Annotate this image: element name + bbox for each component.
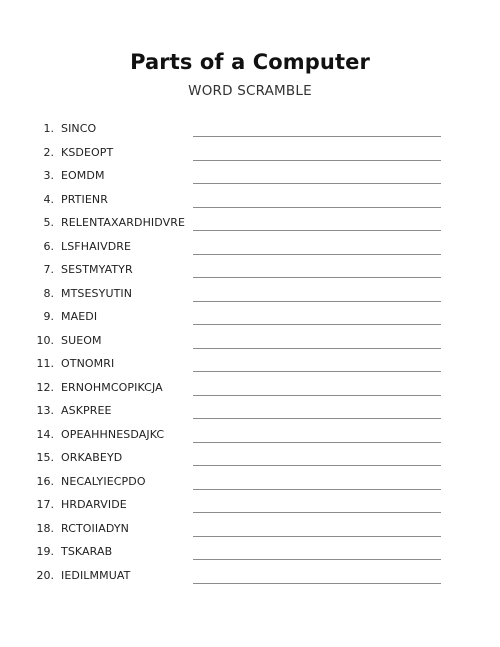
item-number: 14. [36,427,54,441]
scrambled-word: HRDARVIDE [61,498,127,511]
scrambled-word: ASKPREE [61,404,112,417]
item-number: 9. [43,310,54,323]
scrambled-word: EOMDM [61,169,105,182]
item-number: 17. [36,498,54,511]
scrambled-word: TSKARAB [61,545,113,558]
list-item [0,400,500,424]
list-item [0,541,500,565]
item-number: 4. [43,192,54,206]
item-number: 19. [36,545,54,558]
list-item [0,118,500,142]
scrambled-word: MAEDI [61,310,98,323]
item-number: 1. [43,122,54,135]
item-number: 10. [36,333,54,347]
list-item [0,518,500,542]
list-item [0,353,500,377]
item-number: 18. [36,521,54,535]
list-item [0,142,500,166]
page-title: Parts of a Computer [130,50,370,74]
list-item [0,494,500,518]
answer-line[interactable] [193,465,441,466]
scrambled-word: ORKABEYD [61,451,123,464]
scrambled-word: LSFHAIVDRE [61,239,132,253]
scrambled-word: SUEOM [61,333,102,347]
list-item [0,236,500,260]
scrambled-word-list [0,118,500,588]
scrambled-word: IEDILMMUAT [61,568,131,582]
item-number: 20. [36,568,54,582]
scrambled-word: PRTIENR [61,192,108,206]
list-item [0,212,500,236]
item-number: 13. [36,404,54,417]
list-item [0,424,500,448]
answer-line[interactable] [193,160,441,161]
answer-line[interactable] [193,277,441,278]
item-number: 8. [43,286,54,300]
item-number: 11. [36,357,54,370]
answer-line[interactable] [193,207,441,208]
list-item [0,283,500,307]
scrambled-word: RELENTAXARDHIDVRE [61,216,186,229]
answer-line[interactable] [193,230,441,231]
answer-line[interactable] [193,512,441,513]
scrambled-word: RCTOIIADYN [61,521,129,535]
answer-line[interactable] [193,136,441,137]
item-number: 6. [43,239,54,253]
list-item [0,259,500,283]
answer-line[interactable] [193,395,441,396]
answer-line[interactable] [193,559,441,560]
answer-line[interactable] [193,301,441,302]
scrambled-word: SESTMYATYR [61,263,133,276]
list-item [0,565,500,589]
answer-line[interactable] [193,348,441,349]
list-item [0,306,500,330]
list-item [0,377,500,401]
answer-line[interactable] [193,371,441,372]
answer-line[interactable] [193,324,441,325]
item-number: 3. [43,169,54,182]
scrambled-word: SINCO [61,122,97,135]
item-number: 7. [43,263,54,276]
scrambled-word: OPEAHHNESDAJKC [61,427,165,441]
list-item [0,165,500,189]
list-item [0,471,500,495]
scrambled-word: KSDEOPT [61,145,114,159]
scrambled-word: MTSESYUTIN [61,286,133,300]
answer-line[interactable] [193,442,441,443]
item-number: 12. [36,380,54,394]
answer-line[interactable] [193,418,441,419]
list-item [0,189,500,213]
page-subtitle: WORD SCRAMBLE [188,83,312,99]
answer-line[interactable] [193,489,441,490]
answer-line[interactable] [193,536,441,537]
item-number: 2. [43,145,54,159]
answer-line[interactable] [193,254,441,255]
scrambled-word: ERNOHMCOPIKCJA [61,380,163,394]
scrambled-word: NECALYIECPDO [61,474,146,488]
answer-line[interactable] [193,183,441,184]
list-item [0,447,500,471]
item-number: 5. [43,216,54,229]
item-number: 16. [36,474,54,488]
item-number: 15. [36,451,54,464]
list-item [0,330,500,354]
answer-line[interactable] [193,583,441,584]
scrambled-word: OTNOMRI [61,357,115,370]
